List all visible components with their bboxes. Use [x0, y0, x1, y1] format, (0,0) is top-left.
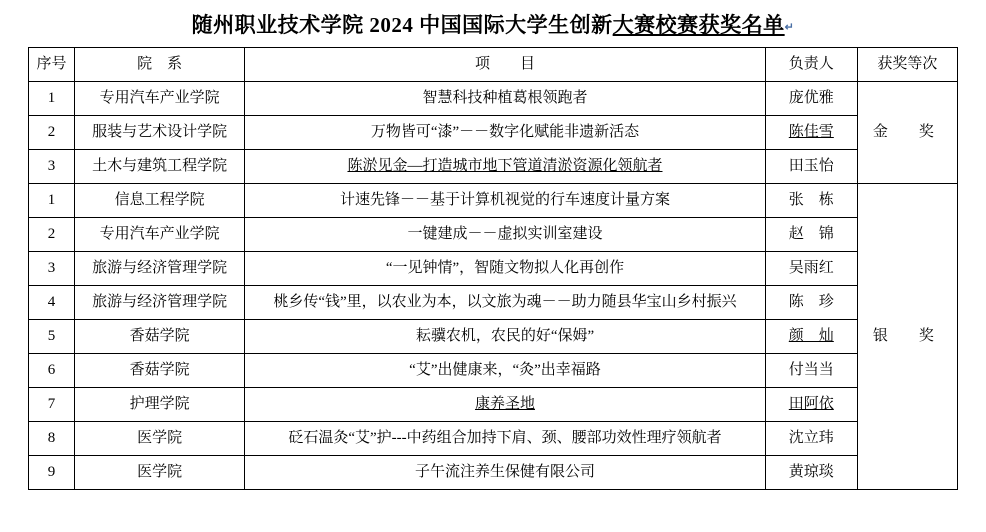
cell-award-level: 银 奖: [857, 184, 957, 490]
cell-leader: 付当当: [765, 354, 857, 388]
cell-dept: 信息工程学院: [75, 184, 245, 218]
cell-project: 万物皆可“漆”－－数字化赋能非遗新活态: [245, 116, 766, 150]
cell-leader: 赵 锦: [765, 218, 857, 252]
cell-leader: 吴雨红: [765, 252, 857, 286]
cell-dept: 专用汽车产业学院: [75, 82, 245, 116]
cell-leader: 陈 珍: [765, 286, 857, 320]
cell-dept: 旅游与经济管理学院: [75, 252, 245, 286]
cell-no: 7: [29, 388, 75, 422]
table-row: [29, 150, 958, 184]
column-header-leader: 负责人: [765, 48, 857, 82]
cell-dept: 医学院: [75, 422, 245, 456]
column-header-project: 项 目: [245, 48, 766, 82]
cell-dept: 旅游与经济管理学院: [75, 286, 245, 320]
table-row: [29, 354, 958, 388]
table-row: [29, 422, 958, 456]
cell-dept: 护理学院: [75, 388, 245, 422]
cell-no: 8: [29, 422, 75, 456]
cell-project: 子午流注养生保健有限公司: [245, 456, 766, 490]
cell-project: “一见钟情”，智随文物拟人化再创作: [245, 252, 766, 286]
cell-project: 砭石温灸“艾”护---中药组合加持下肩、颈、腰部功效性理疗领航者: [245, 422, 766, 456]
table-row: [29, 116, 958, 150]
cell-no: 3: [29, 252, 75, 286]
award-list-table: [28, 47, 958, 490]
cell-dept: 专用汽车产业学院: [75, 218, 245, 252]
cell-dept: 香菇学院: [75, 354, 245, 388]
table-row: [29, 286, 958, 320]
cell-leader: 田阿依: [765, 388, 857, 422]
cell-dept: 土木与建筑工程学院: [75, 150, 245, 184]
cell-project: 陈淤见金—打造城市地下管道清淤资源化领航者: [245, 150, 766, 184]
table-row: [29, 388, 958, 422]
cell-dept: 香菇学院: [75, 320, 245, 354]
cell-no: 2: [29, 218, 75, 252]
cell-no: 5: [29, 320, 75, 354]
table-row: [29, 252, 958, 286]
cell-leader: 田玉怡: [765, 150, 857, 184]
cell-project: 智慧科技种植葛根领跑者: [245, 82, 766, 116]
cell-project: “艾”出健康来，“灸”出幸福路: [245, 354, 766, 388]
cell-dept: 医学院: [75, 456, 245, 490]
table-row: [29, 184, 958, 218]
table-header-row: [29, 48, 958, 82]
column-header-no: 序号: [29, 48, 75, 82]
cell-leader: 颜 灿: [765, 320, 857, 354]
cell-leader: 张 栋: [765, 184, 857, 218]
cell-no: 3: [29, 150, 75, 184]
cell-leader: 陈佳雪: [765, 116, 857, 150]
column-header-level: 获奖等次: [857, 48, 957, 82]
paragraph-mark-icon: ↵: [784, 21, 795, 34]
cell-leader: 黄琼琰: [765, 456, 857, 490]
column-header-dept: 院 系: [75, 48, 245, 82]
table-row: [29, 218, 958, 252]
cell-project: 一键建成－－虚拟实训室建设: [245, 218, 766, 252]
cell-leader: 庞优雅: [765, 82, 857, 116]
page-title-part-1: 随州职业技术学院 2024 中国国际大学生创新: [191, 13, 613, 37]
cell-project: 桃乡传“钱”里，以农业为本，以文旅为魂－－助力随县华宝山乡村振兴: [245, 286, 766, 320]
cell-dept: 服装与艺术设计学院: [75, 116, 245, 150]
cell-no: 1: [29, 184, 75, 218]
table-row: [29, 456, 958, 490]
table-row: [29, 82, 958, 116]
cell-no: 4: [29, 286, 75, 320]
cell-project: 计速先锋－－基于计算机视觉的行车速度计量方案: [245, 184, 766, 218]
cell-no: 1: [29, 82, 75, 116]
cell-no: 2: [29, 116, 75, 150]
page-title: [0, 0, 986, 47]
cell-project: 耘骥农机，农民的好“保姆”: [245, 320, 766, 354]
table-row: [29, 320, 958, 354]
cell-no: 6: [29, 354, 75, 388]
cell-leader: 沈立玮: [765, 422, 857, 456]
cell-award-level: 金 奖: [857, 82, 957, 184]
cell-no: 9: [29, 456, 75, 490]
cell-project: 康养圣地: [245, 388, 766, 422]
page-title-part-2: 大赛校赛获奖名单: [612, 13, 785, 37]
